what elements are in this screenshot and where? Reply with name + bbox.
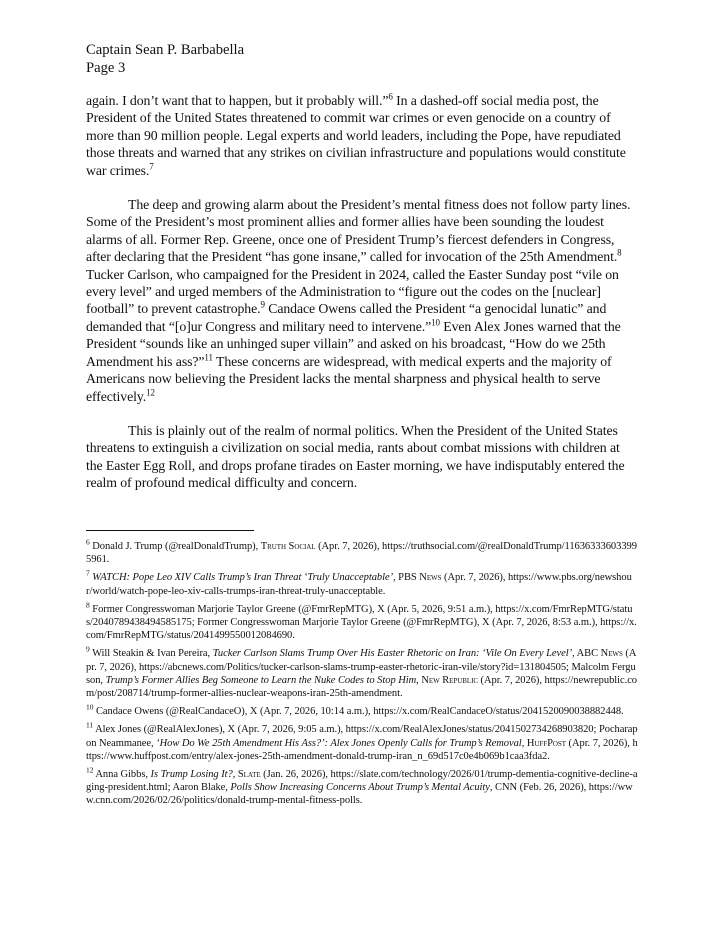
text-run: Alex Jones (@RealAlexJones), X (Apr. 7, 2026, 9:05 a.m.), https://x.com/RealAlexJones/status/2041502734268903820; Pocharapon Neammanee, [86,724,638,749]
footnote [86,644,638,700]
text-run: (Apr. 7, 2026), https://truthsocial.com/@realDonaldTrump/116363336033995961. [86,541,637,566]
recipient-name: Captain Sean P. Barbabella [86,42,245,58]
footnote [86,568,638,597]
publication-name: HuffPost [526,737,566,749]
text-run: , [521,737,527,749]
footnote-number: 8 [86,600,90,610]
text-run: The deep and growing alarm about the President’s mental fitness does not follow party lines. Some of the President’s most prominent allies and former allies have been sounding the loudest alarms of all. Former Rep. Greene, once one of President Trump’s fiercest defenders in Congress, after declaring that the President “has gone insane,” called for invocation of the 25th Amendment. [86,197,631,265]
footnote-reference: 7 [149,161,154,172]
publication-name: Truth Social [260,541,316,552]
text-run: This is plainly out of the realm of normal politics. When the President of the United States threatens to extinguish a civilization on social media, rants about combat missions with children at the Easter Egg Roll, and drops profane tirades on Easter morning, we have indisputably entered the realm of profound medical difficulty and concern. [86,422,625,491]
text-run: again. I don’t want that to happen, but it probably will.” [86,93,389,108]
text-run: , PBS [393,572,420,584]
footnote-number: 9 [86,644,90,654]
text-run: (Apr. 7, 2026), https://abcnews.com/Politics/tucker-carlson-slams-trump-easter-rhetoric-iran-vile/story?id=131804505; Malcolm Ferguson, [86,648,637,686]
italic-title: Trump’s Former Allies Beg Someone to Learn the Nuke Codes to Stop Him [105,674,417,686]
text-run: , [232,769,238,781]
text-run: , [416,674,422,686]
text-run: Even Alex Jones warned that the President “sounds like an unhinged super villain” and asked on his broadcast, “How do we 25th Amendment his ass?” [86,318,621,369]
page-number: Page 3 [86,60,126,76]
body-paragraph [86,92,638,179]
footnotes [86,537,638,813]
italic-title: Is Trump Losing It? [150,769,233,781]
text-run: Candace Owens (@RealCandaceO), X (Apr. 7, 2026, 10:14 a.m.), https://x.com/RealCandaceO/status/2041520090038882448. [93,706,624,718]
footnote-reference: 12 [146,386,155,397]
text-run: (Jan. 26, 2026), https://slate.com/technology/2026/01/trump-dementia-cognitive-decline-aging-president.html; Aaron Blake, [86,769,638,794]
text-run: Will Steakin & Ivan Pereira, [89,648,213,660]
text-run: Anna Gibbs, [93,769,151,781]
publication-name: Slate [237,769,261,781]
footnote-reference: 6 [388,91,393,102]
text-run: (Apr. 7, 2026), https://newrepublic.com/post/208714/trump-former-allies-nuclear-weapons-iran-25th-amendment. [86,674,638,700]
page-header [86,41,244,77]
text-run: Former Congresswoman Marjorie Taylor Greene (@FmrRepMTG), X (Apr. 5, 2026, 9:51 a.m.), https://x.com/FmrRepMTG/status/2040789438494585175; Former Congresswoman Marjorie Taylor Greene (@FmrRepMTG), X (Apr. 7, 2026, 8:53 a.m.), https://x.com/FmrRepMTG/status/2041499550012084690. [86,603,637,642]
footnote-number: 11 [86,720,94,730]
footnote [86,537,638,566]
body-paragraph [86,422,638,492]
text-run: (Apr. 7, 2026), https://www.huffpost.com/entry/alex-jones-25th-amendment-donald-trump-iran_n_69d517c0e4b069b1caa3fda2. [86,737,638,762]
footnote-reference: 8 [617,247,622,258]
footnote [86,720,638,763]
footnote-number: 12 [86,765,94,775]
footnote-number: 10 [86,702,94,712]
footnote-reference: 9 [260,299,265,310]
footnote-reference: 10 [431,317,440,328]
body-paragraph [86,196,638,405]
publication-name: News [419,572,442,584]
text-run: , ABC [572,648,601,660]
footnote-number: 7 [86,568,90,578]
text-run: , CNN (Feb. 26, 2026), https://www.cnn.com/2026/02/26/politics/donald-trump-mental-fitness-polls. [86,782,633,807]
publication-name: News [600,648,623,660]
footnote [86,765,638,808]
publication-name: New Republic [421,674,478,686]
footnote-reference: 11 [204,352,213,363]
letter-body [86,92,638,509]
footnote [86,702,638,718]
footnote [86,600,638,643]
footnote-number: 6 [86,537,90,547]
text-run: Donald J. Trump (@realDonaldTrump), [89,541,261,552]
italic-title: Tucker Carlson Slams Trump Over His Easter Rhetoric on Iran: ‘Vile On Every Level’ [212,648,573,660]
italic-title: WATCH: Pope Leo XIV Calls Trump’s Iran Threat ‘Truly Unacceptable’ [92,572,394,584]
footnote-separator [86,530,254,531]
text-run: Candace Owens called the President “a genocidal lunatic” and demanded that “[o]ur Congress and military need to intervene.” [86,301,607,334]
italic-title: ‘How Do We 25th Amendment His Ass?’: Alex Jones Openly Calls for Trump’s Removal [156,737,522,749]
italic-title: Polls Show Increasing Concerns About Trump’s Mental Acuity [230,782,490,794]
text-run: In a dashed-off social media post, the President of the United States threatened to commit war crimes or even genocide on a country of more than 90 million people. Legal experts and world leaders, including the Pope, have repudiated those threats and warned that any strikes on civilian infrastructure and populations would constitute war crimes. [86,93,626,178]
text-run: (Apr. 7, 2026), https://www.pbs.org/newshour/world/watch-pope-leo-xiv-calls-trumps-iran-threat-truly-unacceptable. [86,572,632,597]
text-run: Tucker Carlson, who campaigned for the President in 2024, called the Easter Sunday post “vile on every level” and urged members of the Administration to “figure out the codes on the [nuclear] football” to prevent catastrophe. [86,266,619,317]
text-run: These concerns are widespread, with medical experts and the majority of Americans now believing the President lacks the mental sharpness and physical health to serve effectively. [86,353,612,404]
